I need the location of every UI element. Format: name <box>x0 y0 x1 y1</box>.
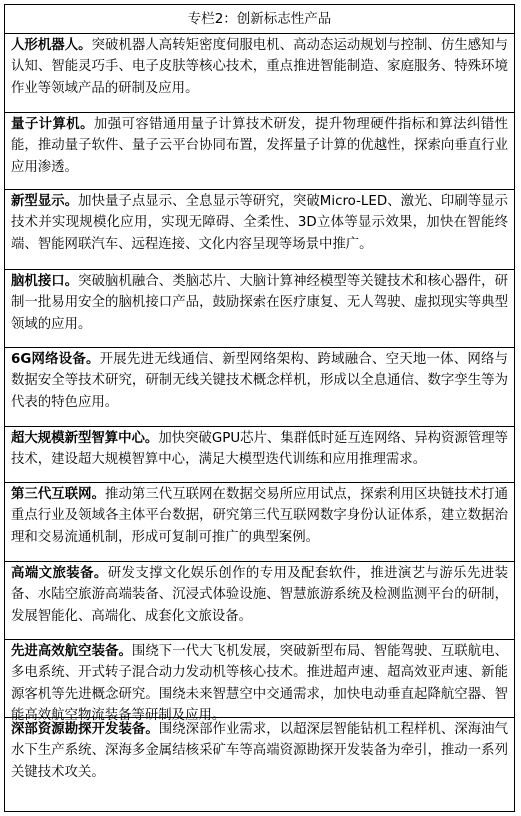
item-heading: 新型显示。 <box>11 194 79 209</box>
item-heading: 6G网络设备。 <box>11 352 100 367</box>
item-body: 加快突破GPU芯片、集群低时延互连网络、异构资源管理等技术，建设超大规模智算中心，满足大模型迭代训练和应用推理需求。 <box>11 431 508 468</box>
item-body: 突破脑机融合、类脑芯片、大脑计算神经模型等关键技术和核心器件，研制一批易用安全的脑机接口产品，鼓励探索在医疗康复、无人驾驶、虚拟现实等典型领域的应用。 <box>11 274 509 332</box>
item-deep-resource-equipment <box>5 718 514 798</box>
item-cultural-tourism-equipment <box>5 562 514 640</box>
item-heading: 第三代互联网。 <box>11 487 106 502</box>
item-heading: 人形机器人。 <box>11 38 92 53</box>
item-aviation-equipment <box>5 640 514 723</box>
item-body: 加快量子点显示、全息显示等研究，突破Micro-LED、激光、印刷等显示技术并实现规模化应用，实现无障碍、全柔性、3D立体等显示效果，加快在智能终端、智能网联汽车、远程连接、文化内容呈现等场景中推广。 <box>11 194 508 252</box>
item-heading: 脑机接口。 <box>11 274 79 289</box>
item-body: 推动第三代互联网在数据交易所应用试点，探索利用区块链技术打通重点行业及领域各主体平台数据，研究第三代互联网数字身份认证体系，建立数据治理和交易流通机制，形成可复制可推广的典型案例。 <box>11 487 509 545</box>
item-body: 突破机器人高转矩密度伺服电机、高动态运动规划与控制、仿生感知与认知、智能灵巧手、电子皮肤等核心技术，重点推进智能制造、家庭服务、特殊环境作业等领域产品的研制及应用。 <box>11 38 509 96</box>
item-heading: 超大规模新型智算中心。 <box>11 431 159 446</box>
column-box <box>4 4 515 812</box>
item-humanoid-robot <box>5 34 514 113</box>
item-body: 开展先进无线通信、新型网络架构、跨域融合、空天地一体、网络与数据安全等技术研究，研制无线关键技术概念样机，形成以全息通信、数字孪生等为代表的特色应用。 <box>11 352 508 410</box>
item-body: 研发支撑文化娱乐创作的专用及配套软件，推进演艺与游乐先进装备、水陆空旅游高端装备、沉浸式体验设施、智慧旅游系统及检测监测平台的研制，发展智能化、高端化、成套化文旅设备。 <box>11 566 509 624</box>
item-quantum-computer <box>5 113 514 190</box>
item-brain-computer-interface <box>5 270 514 348</box>
item-heading: 高端文旅装备。 <box>11 566 108 581</box>
item-computing-center <box>5 427 514 483</box>
item-body: 围绕深部作业需求，以超深层智能钻机工程样机、深海油气水下生产系统、深海多金属结核采矿车等高端资源勘探开发装备为牵引，推动一系列关键技术攻关。 <box>11 722 509 780</box>
item-heading: 量子计算机。 <box>11 117 94 132</box>
item-new-display <box>5 190 514 270</box>
item-third-gen-internet <box>5 483 514 562</box>
item-body: 围绕下一代大飞机发展，突破新型布局、智能驾驶、互联航电、多电系统、开式转子混合动力发动机等核心技术。推进超声速、超高效亚声速、新能源客机等先进概念研究。围绕未来智慧空中交通需求，加快电动垂直起降航空器、智能高效航空物流装备等研制及应用。 <box>11 644 509 723</box>
item-heading: 深部资源勘探开发装备。 <box>11 722 159 737</box>
item-body: 加强可容错通用量子计算技术研发，提升物理硬件指标和算法纠错性能，推动量子软件、量子云平台协同布置，发挥量子计算的优越性，探索向垂直行业应用渗透。 <box>11 117 508 175</box>
item-heading: 先进高效航空装备。 <box>11 644 132 659</box>
column-title: 专栏2：创新标志性产品 <box>5 5 514 34</box>
item-6g-network <box>5 348 514 427</box>
